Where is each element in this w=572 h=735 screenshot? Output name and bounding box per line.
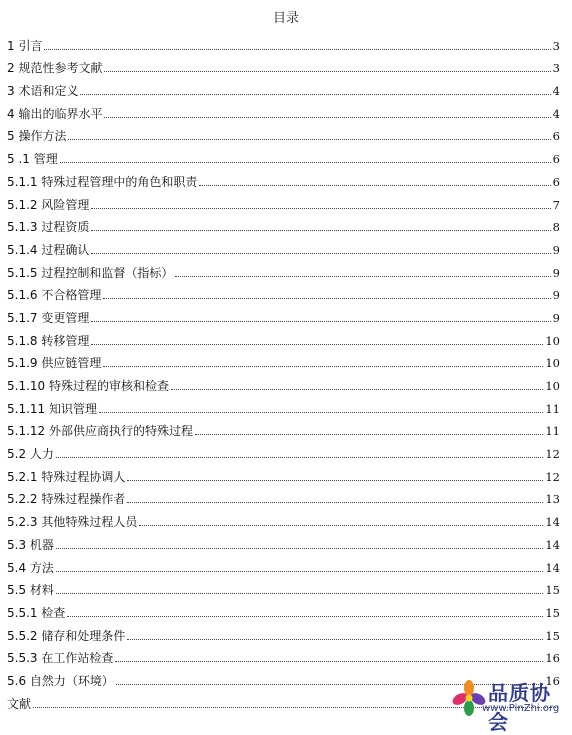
- toc-leader-dots: [91, 253, 550, 254]
- toc-entry-page: 15: [545, 583, 560, 598]
- toc-entry-page: 6: [552, 129, 560, 144]
- toc-entry-page: 9: [552, 310, 560, 325]
- toc-entry-label: 5.5.3 在工作站检查: [7, 651, 114, 666]
- toc-entry-page: 14: [545, 537, 560, 552]
- toc-entry-label: 5.5.2 储存和处理条件: [7, 628, 126, 643]
- toc-entry[interactable]: [7, 280, 560, 303]
- toc-leader-dots: [127, 480, 543, 481]
- toc-entry-page: 4: [552, 84, 560, 99]
- toc-entry[interactable]: [7, 325, 560, 348]
- toc-entry[interactable]: [7, 98, 560, 121]
- toc-entry-label: 5.2.2 特殊过程操作者: [7, 492, 126, 507]
- toc-entry[interactable]: [7, 461, 560, 484]
- toc-leader-dots: [104, 71, 550, 72]
- toc-leader-dots: [175, 276, 550, 277]
- toc-entry[interactable]: [7, 234, 560, 257]
- toc-entry-page: 9: [552, 288, 560, 303]
- toc-title: 目录: [272, 11, 299, 26]
- toc-entry[interactable]: [7, 620, 560, 643]
- toc-entry[interactable]: [7, 348, 560, 371]
- toc-entry[interactable]: [7, 438, 560, 461]
- toc-entry-page: 10: [545, 333, 560, 348]
- toc-entry-page: 9: [552, 265, 560, 280]
- toc-leader-dots: [127, 502, 543, 503]
- toc-leader-dots: [56, 593, 543, 594]
- toc-list: [7, 30, 560, 711]
- toc-leader-dots: [68, 139, 550, 140]
- toc-leader-dots: [99, 412, 543, 413]
- toc-entry-label: 5 操作方法: [7, 129, 67, 144]
- toc-entry-label: 5.1.2 风险管理: [7, 197, 90, 212]
- toc-entry[interactable]: [7, 166, 560, 189]
- watermark-logo: [452, 675, 570, 734]
- toc-leader-dots: [139, 525, 543, 526]
- toc-entry-label: 5 .1 管理: [7, 152, 58, 167]
- toc-entry-label: 5.2 人力: [7, 447, 54, 462]
- toc-entry-page: 14: [545, 560, 560, 575]
- toc-entry-page: 12: [545, 447, 560, 462]
- toc-leader-dots: [80, 94, 550, 95]
- toc-leader-dots: [103, 366, 543, 367]
- toc-leader-dots: [127, 639, 543, 640]
- toc-entry-label: 文献: [7, 696, 32, 711]
- toc-leader-dots: [56, 571, 543, 572]
- toc-leader-dots: [115, 661, 543, 662]
- toc-leader-dots: [60, 162, 551, 163]
- toc-entry-page: 12: [545, 469, 560, 484]
- toc-entry-page: 15: [545, 628, 560, 643]
- toc-entry[interactable]: [7, 53, 560, 76]
- toc-entry[interactable]: [7, 575, 560, 598]
- toc-entry-label: 5.5 材料: [7, 583, 54, 598]
- toc-leader-dots: [103, 298, 550, 299]
- toc-entry[interactable]: [7, 416, 560, 439]
- toc-entry-label: 4 输出的临界水平: [7, 106, 103, 121]
- toc-entry-label: 5.1.5 过程控制和监督（指标）: [7, 265, 174, 280]
- toc-leader-dots: [91, 321, 550, 322]
- toc-entry-label: 5.1.9 供应链管理: [7, 356, 102, 371]
- toc-entry[interactable]: [7, 257, 560, 280]
- toc-entry-label: 5.2.3 其他特殊过程人员: [7, 515, 138, 530]
- toc-entry[interactable]: [7, 506, 560, 529]
- toc-entry-page: 8: [552, 220, 560, 235]
- toc-leader-dots: [56, 457, 543, 458]
- flower-logo-icon: [452, 679, 486, 717]
- toc-entry-page: 6: [552, 174, 560, 189]
- toc-entry-label: 5.1.4 过程确认: [7, 242, 90, 257]
- toc-entry-label: 5.4 方法: [7, 560, 54, 575]
- toc-entry-page: 7: [552, 197, 560, 212]
- toc-entry-label: 5.1.1 特殊过程管理中的角色和职责: [7, 174, 198, 189]
- toc-entry[interactable]: [7, 302, 560, 325]
- toc-entry-label: 1 引言: [7, 38, 43, 53]
- toc-entry-label: 3 术语和定义: [7, 84, 79, 99]
- toc-leader-dots: [91, 208, 550, 209]
- toc-entry-label: 5.3 机器: [7, 537, 54, 552]
- toc-entry-label: 5.1.11 知识管理: [7, 401, 97, 416]
- toc-leader-dots: [91, 344, 543, 345]
- toc-entry-page: 14: [545, 515, 560, 530]
- toc-entry[interactable]: [7, 643, 560, 666]
- toc-entry-page: 3: [552, 38, 560, 53]
- toc-entry-label: 5.6 自然力（环境）: [7, 673, 114, 688]
- toc-entry[interactable]: [7, 529, 560, 552]
- toc-entry-page: 13: [545, 492, 560, 507]
- toc-entry-label: 2 规范性参考文献: [7, 61, 103, 76]
- toc-entry-label: 5.1.12 外部供应商执行的特殊过程: [7, 424, 193, 439]
- toc-entry-label: 5.1.3 过程资质: [7, 220, 90, 235]
- toc-entry-page: 4: [552, 106, 560, 121]
- toc-entry[interactable]: [7, 212, 560, 235]
- toc-entry[interactable]: [7, 370, 560, 393]
- toc-entry[interactable]: [7, 30, 560, 53]
- toc-entry[interactable]: [7, 121, 560, 144]
- toc-leader-dots: [199, 185, 550, 186]
- toc-entry-label: 5.1.10 特殊过程的审核和检查: [7, 379, 169, 393]
- toc-entry-label: 5.1.8 转移管理: [7, 333, 90, 348]
- toc-leader-dots: [91, 230, 550, 231]
- toc-entry-label: 5.1.7 变更管理: [7, 310, 90, 325]
- toc-leader-dots: [104, 117, 550, 118]
- toc-entry-page: 16: [545, 651, 560, 666]
- toc-entry-page: 16: [545, 673, 560, 688]
- toc-entry-label: 5.5.1 检查: [7, 605, 66, 620]
- toc-entry[interactable]: [7, 75, 560, 98]
- toc-entry-page: 10: [545, 379, 560, 393]
- toc-entry-label: 5.2.1 特殊过程协调人: [7, 469, 126, 484]
- toc-entry-page: 11: [545, 401, 560, 416]
- toc-entry-label: 5.1.6 不合格管理: [7, 288, 102, 303]
- toc-leader-dots: [195, 434, 543, 435]
- toc-entry-page: 3: [552, 61, 560, 76]
- toc-entry-page: 9: [552, 242, 560, 257]
- toc-entry-page: 10: [545, 356, 560, 371]
- toc-entry[interactable]: [7, 552, 560, 575]
- toc-entry[interactable]: [7, 484, 560, 507]
- toc-leader-dots: [44, 49, 550, 50]
- toc-entry-page: 15: [545, 605, 560, 620]
- toc-entry[interactable]: [7, 393, 560, 416]
- toc-leader-dots: [56, 548, 543, 549]
- toc-entry[interactable]: [7, 143, 560, 166]
- toc-entry-page: 6: [552, 152, 560, 167]
- toc-entry[interactable]: [7, 597, 560, 620]
- toc-entry[interactable]: [7, 189, 560, 212]
- toc-leader-dots: [67, 616, 543, 617]
- toc-leader-dots: [171, 389, 543, 390]
- watermark-brand: 品质协会: [488, 681, 551, 734]
- watermark-site: www.PinZhi.org: [482, 703, 560, 714]
- toc-entry-page: 11: [545, 424, 560, 439]
